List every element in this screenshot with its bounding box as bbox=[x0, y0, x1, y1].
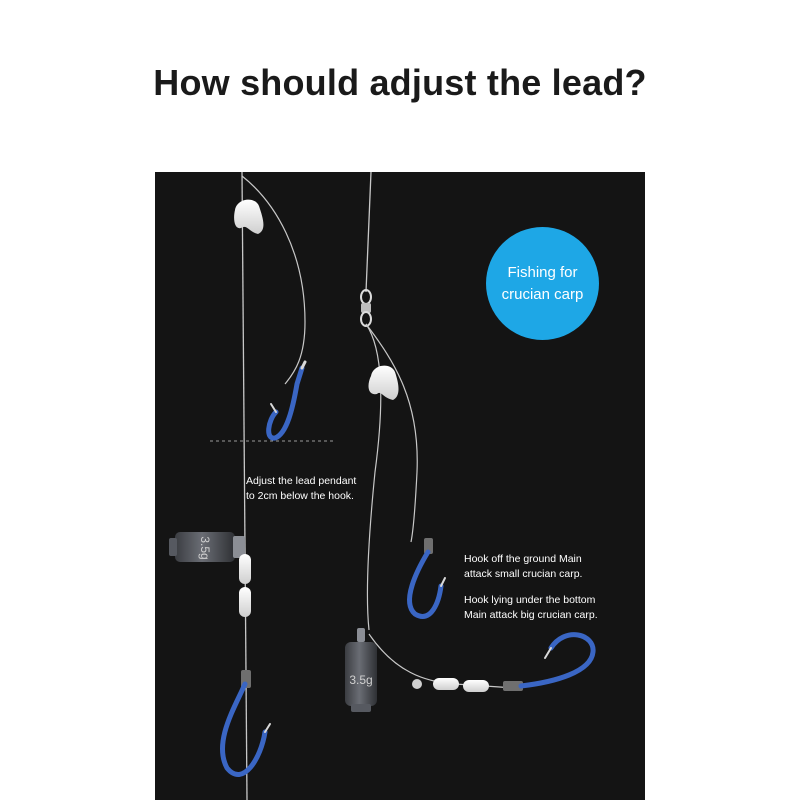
right-upper-hook bbox=[410, 552, 445, 617]
left-weight-label: 3.5g bbox=[198, 536, 212, 560]
badge-line-1: Fishing for bbox=[507, 263, 578, 281]
hook-off-ground-note bbox=[464, 552, 582, 582]
right-bottom-hook bbox=[521, 635, 593, 686]
lead-adjust-note bbox=[246, 474, 356, 504]
hook-off-ground-line-2: attack small crucian carp. bbox=[464, 568, 583, 580]
left-upper-hook bbox=[269, 362, 305, 438]
hook-lying-note bbox=[464, 593, 598, 623]
left-upper-float bbox=[234, 200, 263, 234]
right-lead-weight bbox=[345, 628, 377, 712]
swivel bbox=[361, 290, 371, 326]
hook-lying-line-1: Hook lying under the bottom bbox=[464, 594, 596, 606]
page-title: How should adjust the lead? bbox=[153, 62, 647, 103]
lead-adjust-line-1: Adjust the lead pendant bbox=[246, 475, 357, 487]
right-main-line bbox=[366, 172, 371, 292]
right-right-line bbox=[366, 324, 417, 542]
right-weight-label: 3.5g bbox=[349, 673, 373, 687]
rig-illustration-panel bbox=[155, 172, 645, 800]
badge-line-2: crucian carp bbox=[501, 285, 584, 303]
lead-adjust-line-2: to 2cm below the hook. bbox=[246, 490, 354, 502]
hook-lying-line-2: Main attack big crucian carp. bbox=[464, 609, 598, 621]
fishing-target-badge bbox=[486, 227, 599, 340]
left-lead-weight bbox=[169, 532, 245, 562]
hook-off-ground-line-1: Hook off the ground Main bbox=[464, 553, 582, 565]
right-float bbox=[369, 366, 399, 400]
